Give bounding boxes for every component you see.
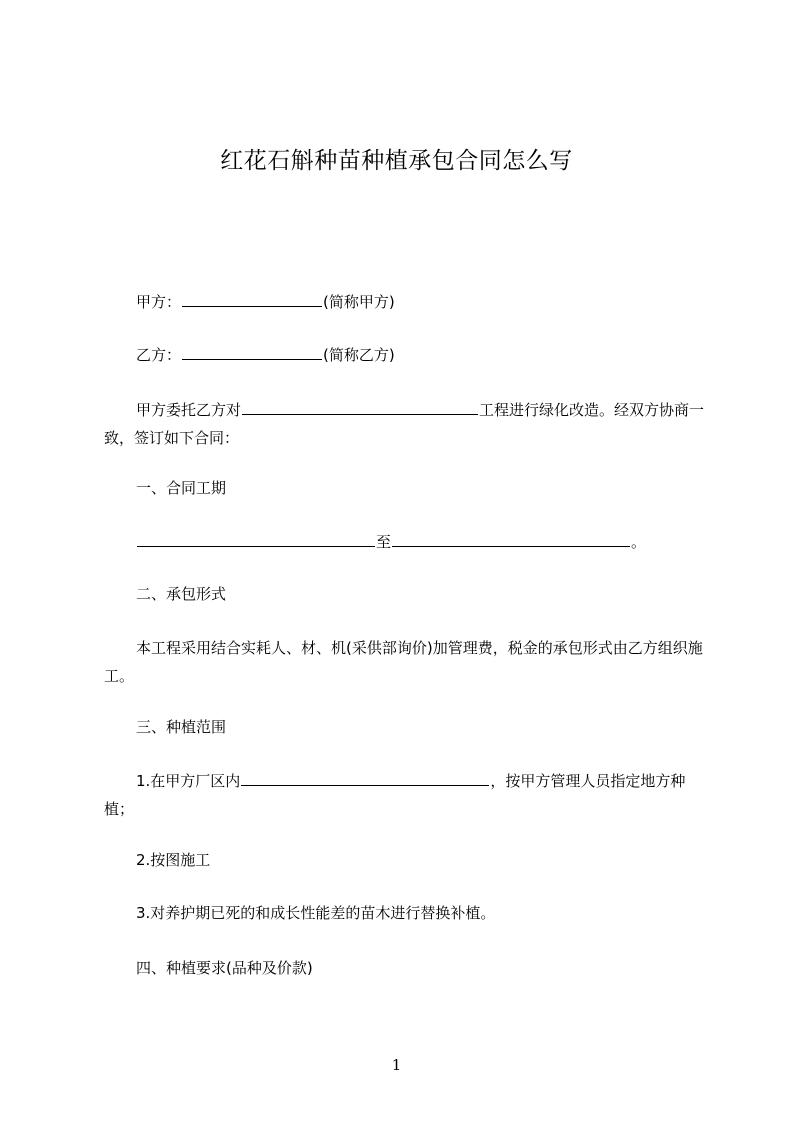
page-number: 1 [391,1056,402,1074]
party-b-label: 乙方： [136,346,182,364]
section3-item2: 2.按图施工 [136,851,211,869]
intro-prefix: 甲方委托乙方对 [136,401,242,419]
section2-heading: 二、承包形式 [136,585,227,603]
party-a-blank [182,288,322,307]
item1-prefix: 1.在甲方厂区内 [136,772,241,790]
party-a-suffix: (简称甲方) [323,293,395,311]
party-b-blank [182,341,322,360]
item1-suffix: ，按甲方管理人员指定地方种植； [104,772,686,818]
section4-heading: 四、种植要求(品种及价款) [136,959,313,977]
party-b-suffix: (简称乙方) [323,346,395,364]
intro-paragraph [104,396,714,452]
period-to: 至 [376,533,392,551]
party-a-label: 甲方： [136,293,182,311]
section1-period-line [136,528,646,555]
project-name-blank [242,396,478,415]
section2-body: 本工程采用结合实耗人、材、机(采供部询价)加管理费，税金的承包形式由乙方组织施工。 [104,639,703,685]
section1-heading: 一、合同工期 [136,479,227,497]
party-a-line [136,288,395,315]
section3-heading: 三、种植范围 [136,718,227,736]
section3-item3: 3.对养护期已死的和成长性能差的苗木进行替换补植。 [136,904,496,922]
section3-item1 [104,767,714,823]
start-date-blank [137,528,375,547]
planting-area-blank [241,767,489,786]
party-b-line [136,341,395,368]
intro-suffix: 工程进行绿化改造。经双方协商一致，签订如下合同： [104,401,705,447]
document-title: 红花石斛种苗种植承包合同怎么写 [220,148,573,174]
period-end-mark: 。 [631,533,647,551]
end-date-blank [392,528,630,547]
